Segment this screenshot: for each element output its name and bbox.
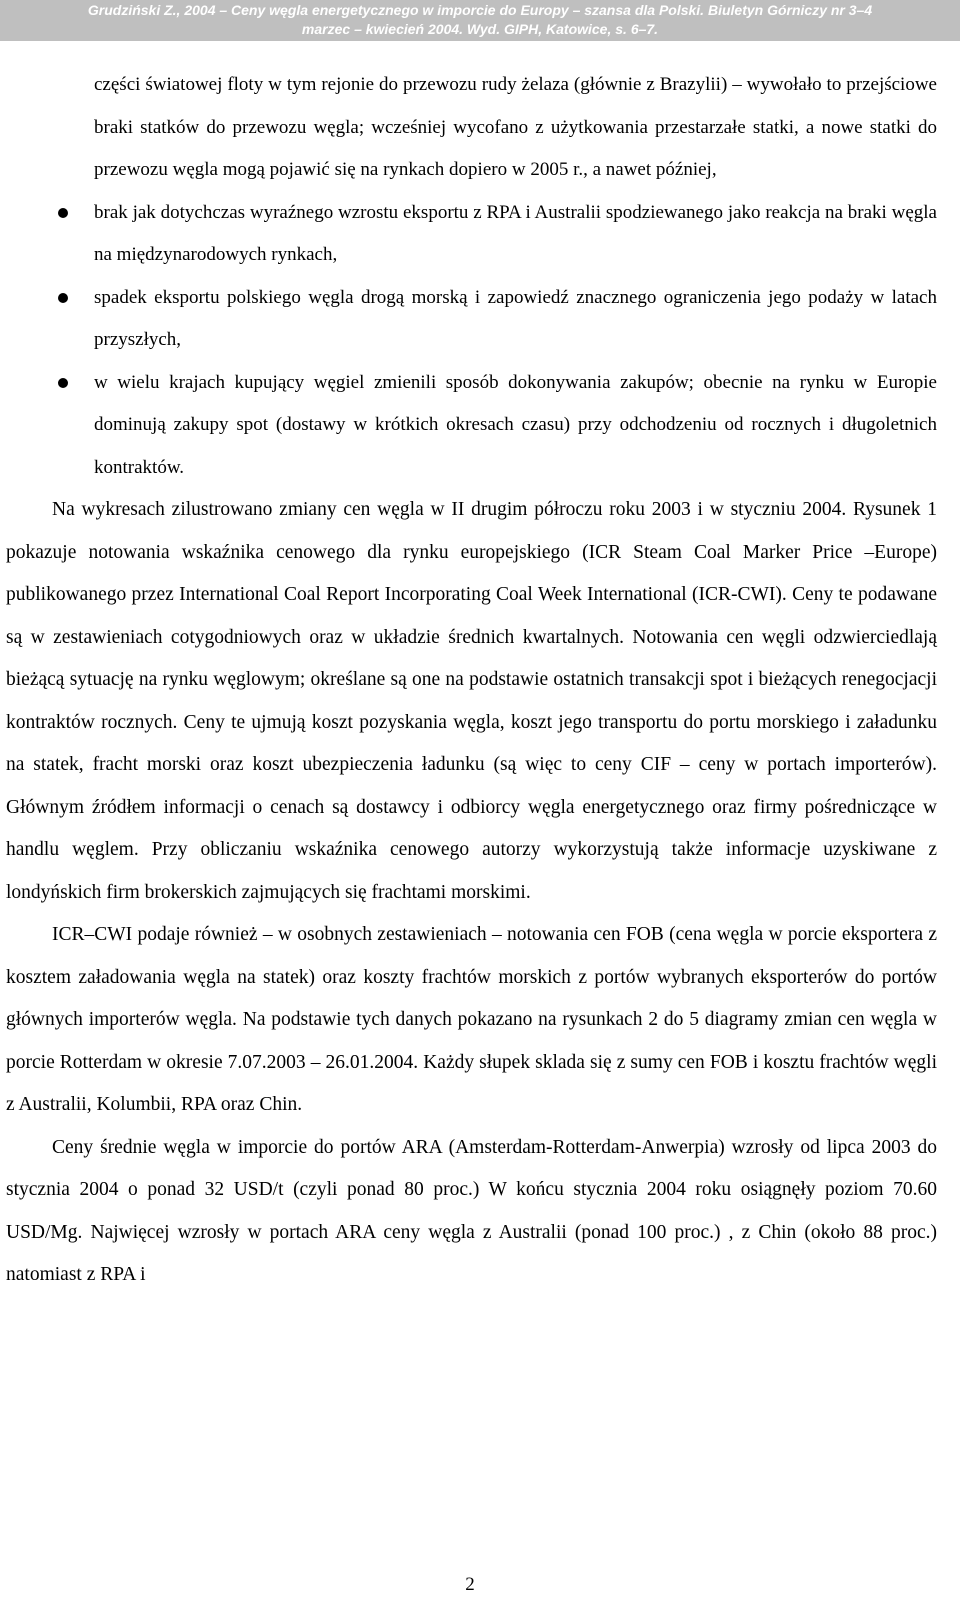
bullet-icon [58, 293, 68, 303]
list-item-text: w wielu krajach kupujący węgiel zmienili sposób dokonywania zakupów; obecnie na rynku w Europie dominują zakupy spot (dostawy w krótkich okresach czasu) przy odchodzeniu od rocznych i długoletnich kontraktów. [94, 371, 937, 478]
bullet-list [6, 64, 937, 489]
page-body [6, 64, 937, 1297]
paragraph-ara-prices: Ceny średnie węgla w imporcie do portów ARA (Amsterdam-Rotterdam-Anwerpia) wzrosły od lipca 2003 do stycznia 2004 o ponad 32 USD/t (czyli ponad 80 proc.) W końcu stycznia 2004 roku osiągnęły poziom 70.60 USD/Mg. Najwięcej wzrosły w portach ARA ceny węgla z Australii (ponad 100 proc.) , z Chin (około 88 proc.) natomiast z RPA i [6, 1136, 937, 1285]
list-item [6, 277, 937, 362]
header-citation-line-1: Grudziński Z., 2004 – Ceny węgla energetycznego w imporcie do Europy – szansa dla Polski. Biuletyn Górniczy nr 3–4 [87, 2, 873, 18]
bullet-icon [58, 378, 68, 388]
running-header [0, 0, 960, 41]
paragraph-price-charts: Na wykresach zilustrowano zmiany cen węgla w II drugim półroczu roku 2003 i w styczniu 2004. Rysunek 1 pokazuje notowania wskaźnika cenowego dla rynku europejskiego (ICR Steam Coal Marker Price –Europe) publikowanego przez International Coal Report Incorporating Coal Week International (ICR-CWI). Ceny te podawane są w zestawieniach cotygodniowych oraz w układzie średnich kwartalnych. Notowania cen węgli odzwierciedlają bieżącą sytuację na rynku węglowym; określane są one na podstawie ostatnich transakcji spot i bieżących renegocjacji kontraktów rocznych. Ceny te ujmują koszt pozyskania węgla, koszt jego transportu do portu morskiego i załadunku na statek, fracht morski oraz koszt ubezpieczenia ładunku (są więc to ceny CIF – ceny w portach importerów). Głównym źródłem informacji o cenach są dostawcy i odbiorcy węgla energetycznego oraz firmy pośredniczące w handlu węglem. Przy obliczaniu wskaźnika cenowego autorzy wykorzystują także informacje uzyskiwane z londyńskich firm brokerskich zajmujących się frachtami morskimi. [6, 499, 937, 903]
page-number: 2 [465, 1574, 475, 1595]
list-item [6, 192, 937, 277]
list-item-text: spadek eksportu polskiego węgla drogą morską i zapowiedź znacznego ograniczenia jego podaży w latach przyszłych, [94, 286, 937, 350]
list-item [6, 362, 937, 490]
list-item-text: brak jak dotychczas wyraźnego wzrostu eksportu z RPA i Australii spodziewanego jako reakcja na braki węgla na międzynarodowych rynkach, [94, 201, 937, 265]
header-citation-line-2: marzec – kwiecień 2004. Wyd. GIPH, Katowice, s. 6–7. [301, 21, 659, 37]
bullet-icon [58, 208, 68, 218]
list-item-continuation: części światowej floty w tym rejonie do przewozu rudy żelaza (głównie z Brazylii) – wywołało to przejściowe braki statków do przewozu węgla; wcześniej wycofano z użytkowania przestarzałe statki, a nowe statki do przewozu węgla mogą pojawić się na rynkach dopiero w 2005 r., a nawet później, [94, 74, 937, 180]
paragraph-fob-prices: ICR–CWI podaje również – w osobnych zestawieniach – notowania cen FOB (cena węgla w porcie eksportera z kosztem załadowania węgla na statek) oraz koszty frachtów morskich z portów wybranych eksporterów do portów głównych importerów węgla. Na podstawie tych danych pokazano na rysunkach 2 do 5 diagramy zmian cen węgla w porcie Rotterdam w okresie 7.07.2003 – 26.01.2004. Każdy słupek sklada się z sumy cen FOB i kosztu frachtów węgli z Australii, Kolumbii, RPA oraz Chin. [6, 924, 937, 1115]
